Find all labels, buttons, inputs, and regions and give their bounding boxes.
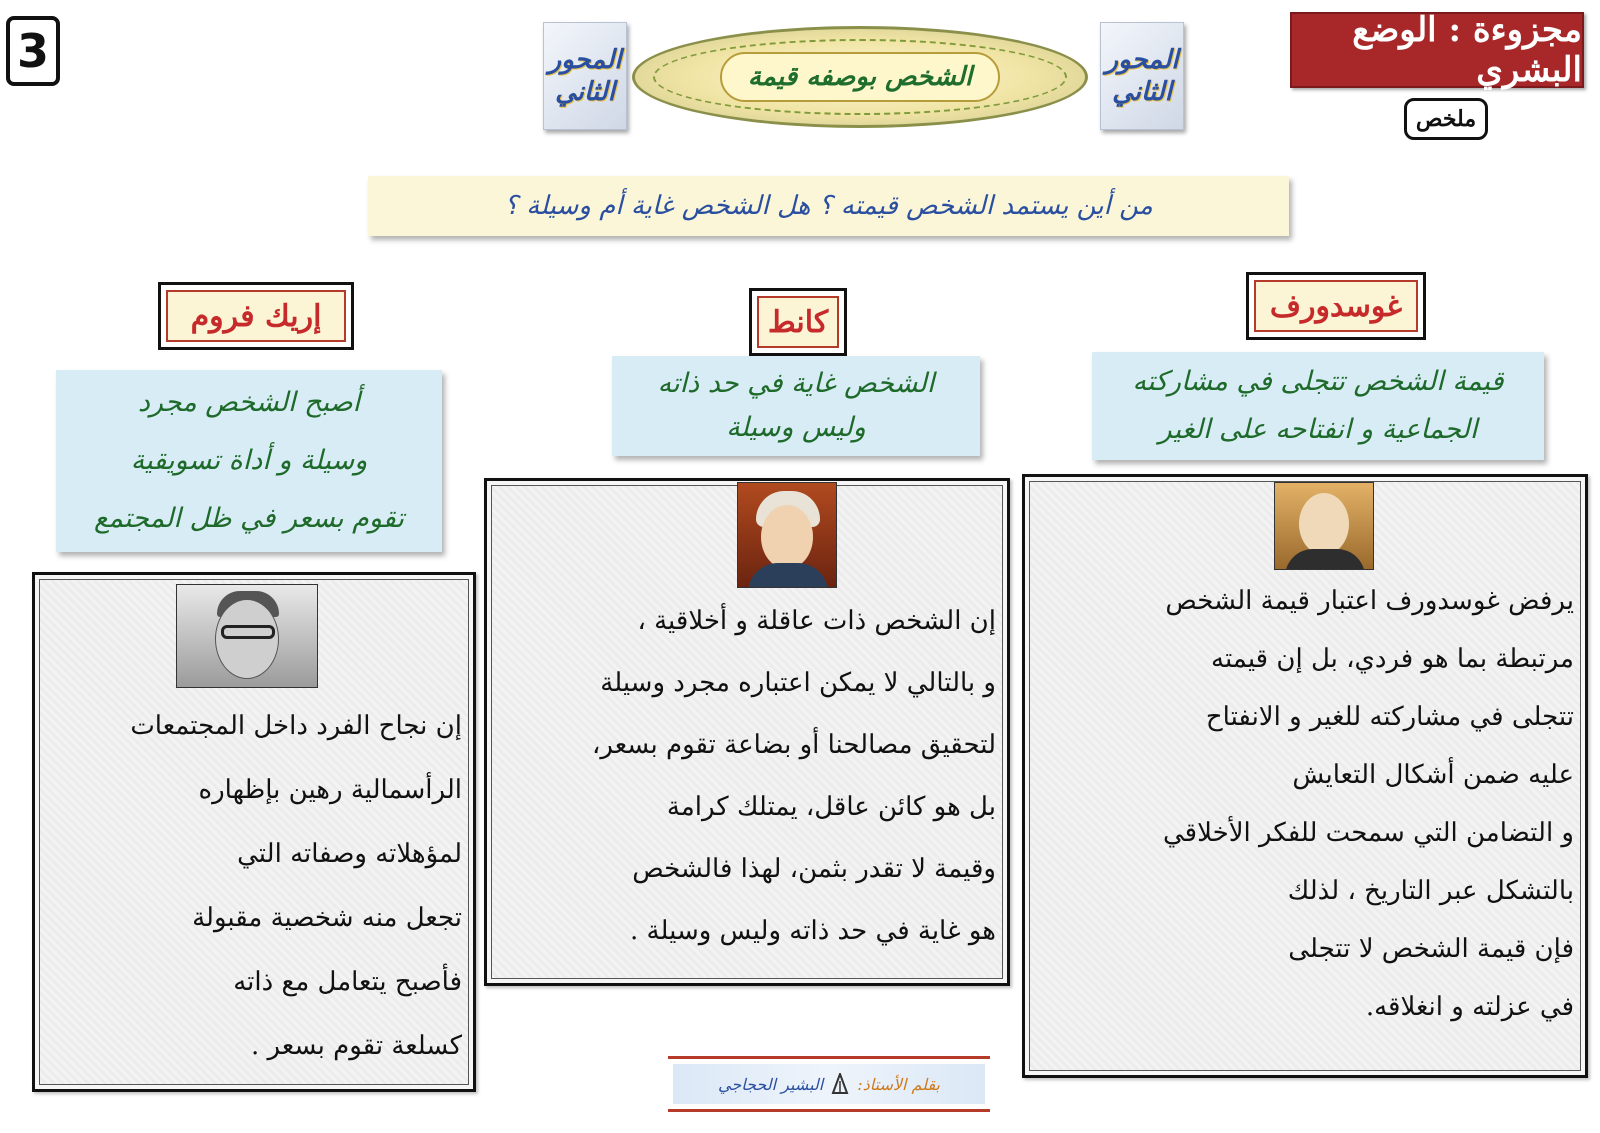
thesis-line: تقوم بسعر في ظل المجتمع xyxy=(94,503,404,534)
thesis-fromm xyxy=(56,370,442,552)
thesis-line: وسيلة و أداة تسويقية xyxy=(130,445,368,476)
axis-label-line2: الثاني xyxy=(555,77,615,107)
text-line: في عزلته و انغلاقه. xyxy=(1365,992,1574,1022)
problem-question: من أين يستمد الشخص قيمته ؟ هل الشخص غاية أم وسيلة ؟ xyxy=(368,176,1289,236)
author-signature xyxy=(668,1056,990,1112)
axis-label-line1: المحور xyxy=(548,44,622,75)
text-line: يرفض غوسدورف اعتبار قيمة الشخص xyxy=(1165,586,1574,616)
text-line: إن نجاح الفرد داخل المجتمعات xyxy=(130,711,462,741)
axis-badge-right xyxy=(1100,22,1184,130)
name-box-kant xyxy=(749,288,847,356)
philosopher-name-gusdorf: غوسدورف xyxy=(1254,280,1418,332)
text-line: إن الشخص ذات عاقلة و أخلاقية ، xyxy=(637,606,996,636)
portrait-kant xyxy=(737,482,837,588)
summary-tag: ملخص xyxy=(1404,98,1488,140)
thesis-kant xyxy=(612,356,980,456)
signature-name: البشير الحجاجي xyxy=(717,1074,824,1094)
text-line: كسلعة تقوم بسعر . xyxy=(251,1031,462,1061)
text-line: تجعل منه شخصية مقبولة xyxy=(192,903,462,933)
text-line: الرأسمالية رهين بإظهاره xyxy=(198,775,462,805)
signature-label: بقلم الأستاذ: xyxy=(857,1074,941,1094)
axis-badge-left xyxy=(543,22,627,130)
page-number: 3 xyxy=(6,16,60,86)
text-line: عليه ضمن أشكال التعايش xyxy=(1292,760,1574,790)
text-line: وقيمة لا تقدر بثمن، لهذا فالشخص xyxy=(632,854,996,884)
module-title-banner: مجزوءة : الوضع البشري xyxy=(1290,12,1584,88)
thesis-line: الجماعية و انفتاحه على الغير xyxy=(1158,414,1478,445)
philosopher-name-kant: كانط xyxy=(757,296,839,348)
text-kant xyxy=(500,590,996,962)
text-gusdorf xyxy=(1036,572,1574,1036)
text-line: و بالتالي لا يمكن اعتباره مجرد وسيلة xyxy=(600,668,996,698)
axis-label-line2: الثاني xyxy=(1112,77,1172,107)
text-line: فأصبح يتعامل مع ذاته xyxy=(233,967,462,997)
text-line: فإن قيمة الشخص لا تتجلى xyxy=(1288,934,1574,964)
pen-icon xyxy=(831,1073,849,1095)
text-line: لمؤهلاته وصفاته التي xyxy=(237,839,462,869)
thesis-line: الشخص غاية في حد ذاته xyxy=(657,368,935,399)
thesis-line: أصبح الشخص مجرد xyxy=(137,387,361,418)
portrait-gusdorf xyxy=(1274,482,1374,570)
text-line: لتحقيق مصالحنا أو بضاعة تقوم بسعر، xyxy=(592,730,996,760)
thesis-gusdorf xyxy=(1092,352,1544,460)
text-line: تتجلى في مشاركته للغير و الانفتاح xyxy=(1205,702,1574,732)
name-box-fromm xyxy=(158,282,354,350)
thesis-line: وليس وسيلة xyxy=(726,412,866,443)
text-line: بالتشكل عبر التاريخ ، لذلك xyxy=(1287,876,1574,906)
portrait-fromm xyxy=(176,584,318,688)
name-box-gusdorf xyxy=(1246,272,1426,340)
thesis-line: قيمة الشخص تتجلى في مشاركته xyxy=(1132,366,1504,397)
page-title: الشخص بوصفه قيمة xyxy=(720,52,1000,102)
axis-label-line1: المحور xyxy=(1105,44,1179,75)
text-line: مرتبطة بما هو فردي، بل إن قيمته xyxy=(1211,644,1574,674)
text-line: و التضامن التي سمحت للفكر الأخلاقي xyxy=(1163,818,1574,848)
text-line: بل هو كائن عاقل، يمتلك كرامة xyxy=(666,792,996,822)
philosopher-name-fromm: إريك فروم xyxy=(166,290,346,342)
text-fromm xyxy=(44,694,462,1078)
text-line: هو غاية في حد ذاته وليس وسيلة . xyxy=(630,916,996,946)
title-oval xyxy=(632,26,1088,128)
